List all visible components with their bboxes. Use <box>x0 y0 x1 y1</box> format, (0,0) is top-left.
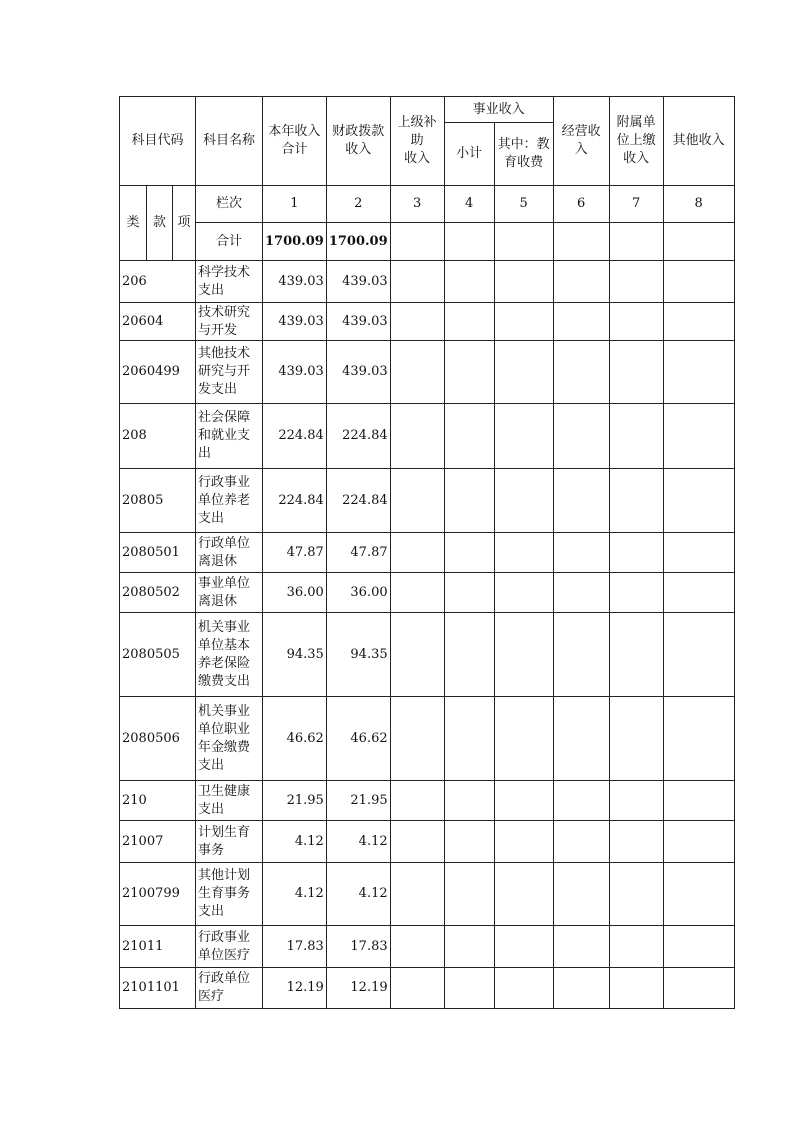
empty-cell <box>553 781 609 821</box>
empty-cell <box>663 404 734 469</box>
row-subject-code: 2100799 <box>120 863 196 926</box>
empty-cell <box>494 303 553 341</box>
table-row <box>120 341 735 404</box>
empty-cell <box>390 303 444 341</box>
empty-cell <box>390 261 444 303</box>
empty-cell <box>609 404 663 469</box>
row-subject-name: 行政事业 单位养老 支出 <box>196 469 263 533</box>
row-subject-code: 2080501 <box>120 533 196 573</box>
empty-cell <box>390 341 444 404</box>
header-superior-subsidy: 上级补助 收入 <box>390 97 444 186</box>
row-subject-name: 行政单位 离退休 <box>196 533 263 573</box>
row-subject-name: 社会保障 和就业支 出 <box>196 404 263 469</box>
row-fiscal-appropriation: 17.83 <box>326 926 390 968</box>
table-row <box>120 968 735 1009</box>
row-subject-name: 行政单位 医疗 <box>196 968 263 1009</box>
empty-cell <box>390 404 444 469</box>
column-number: 4 <box>444 186 494 223</box>
empty-cell <box>553 533 609 573</box>
empty-cell <box>553 469 609 533</box>
total-label: 合计 <box>196 223 263 261</box>
row-fiscal-appropriation: 224.84 <box>326 469 390 533</box>
empty-cell <box>663 613 734 697</box>
row-subject-name: 计划生育 事务 <box>196 821 263 863</box>
header-affiliated-income: 附属单 位上缴 收入 <box>609 97 663 186</box>
row-subject-name: 其他计划 生育事务 支出 <box>196 863 263 926</box>
row-fiscal-appropriation: 12.19 <box>326 968 390 1009</box>
empty-cell <box>609 261 663 303</box>
empty-cell <box>494 261 553 303</box>
empty-cell <box>553 863 609 926</box>
header-fiscal-appropriation: 财政拨款 收入 <box>326 97 390 186</box>
row-subject-code: 2101101 <box>120 968 196 1009</box>
empty-cell <box>609 573 663 613</box>
row-subject-code: 2080505 <box>120 613 196 697</box>
empty-cell <box>494 926 553 968</box>
header-operating-income: 经营收 入 <box>553 97 609 186</box>
table-row <box>120 469 735 533</box>
empty-cell <box>444 926 494 968</box>
empty-cell <box>494 533 553 573</box>
empty-cell <box>663 533 734 573</box>
total-fiscal-value: 1700.09 <box>326 223 390 261</box>
empty-cell <box>494 781 553 821</box>
row-subject-name: 其他技术 研究与开 发支出 <box>196 341 263 404</box>
empty-cell <box>553 926 609 968</box>
empty-cell <box>390 821 444 863</box>
row-total-income: 224.84 <box>263 469 327 533</box>
row-subject-code: 210 <box>120 781 196 821</box>
row-fiscal-appropriation: 224.84 <box>326 404 390 469</box>
row-total-income: 17.83 <box>263 926 327 968</box>
empty-cell <box>553 303 609 341</box>
row-fiscal-appropriation: 94.35 <box>326 613 390 697</box>
empty-cell <box>444 261 494 303</box>
empty-cell <box>390 781 444 821</box>
row-subject-name: 机关事业 单位职业 年金缴费 支出 <box>196 697 263 781</box>
header-xiang: 项 <box>173 186 196 261</box>
header-other-income: 其他收入 <box>663 97 734 186</box>
header-lei: 类 <box>120 186 147 261</box>
budget-income-table <box>119 96 735 1009</box>
column-number: 8 <box>663 186 734 223</box>
table-row <box>120 404 735 469</box>
empty-cell <box>609 341 663 404</box>
row-subject-name: 卫生健康 支出 <box>196 781 263 821</box>
empty-cell <box>609 968 663 1009</box>
row-fiscal-appropriation: 439.03 <box>326 261 390 303</box>
empty-cell <box>444 968 494 1009</box>
empty-cell <box>553 404 609 469</box>
empty-cell <box>444 404 494 469</box>
header-education-fees: 其中：教 育收费 <box>494 123 553 186</box>
table-row <box>120 863 735 926</box>
empty-cell <box>494 821 553 863</box>
empty-cell <box>494 613 553 697</box>
empty-cell <box>444 303 494 341</box>
row-total-income: 94.35 <box>263 613 327 697</box>
row-fiscal-appropriation: 21.95 <box>326 781 390 821</box>
row-total-income: 21.95 <box>263 781 327 821</box>
empty-cell <box>553 341 609 404</box>
empty-cell <box>609 781 663 821</box>
row-total-income: 439.03 <box>263 341 327 404</box>
empty-cell <box>494 469 553 533</box>
row-total-income: 36.00 <box>263 573 327 613</box>
empty-cell <box>553 261 609 303</box>
column-number: 6 <box>553 186 609 223</box>
header-total-income: 本年收入 合计 <box>263 97 327 186</box>
empty-cell <box>609 926 663 968</box>
row-subject-code: 2080506 <box>120 697 196 781</box>
empty-cell <box>663 469 734 533</box>
row-fiscal-appropriation: 4.12 <box>326 863 390 926</box>
header-subject-name: 科目名称 <box>196 97 263 186</box>
empty-cell <box>663 573 734 613</box>
header-kuan: 款 <box>147 186 173 261</box>
row-subject-code: 20604 <box>120 303 196 341</box>
table-row <box>120 533 735 573</box>
empty-cell <box>444 469 494 533</box>
row-fiscal-appropriation: 439.03 <box>326 341 390 404</box>
empty-cell <box>494 573 553 613</box>
row-total-income: 47.87 <box>263 533 327 573</box>
empty-cell <box>444 863 494 926</box>
column-number: 7 <box>609 186 663 223</box>
empty-cell <box>553 968 609 1009</box>
empty-cell <box>609 469 663 533</box>
table-row <box>120 261 735 303</box>
header-lanci: 栏次 <box>196 186 263 223</box>
empty-cell <box>609 821 663 863</box>
row-subject-name: 科学技术 支出 <box>196 261 263 303</box>
empty-cell <box>444 697 494 781</box>
empty-cell <box>444 781 494 821</box>
row-fiscal-appropriation: 47.87 <box>326 533 390 573</box>
row-total-income: 12.19 <box>263 968 327 1009</box>
column-number: 3 <box>390 186 444 223</box>
empty-cell <box>390 573 444 613</box>
row-subject-code: 20805 <box>120 469 196 533</box>
empty-cell <box>663 303 734 341</box>
empty-cell <box>494 968 553 1009</box>
empty-cell <box>663 926 734 968</box>
empty-cell <box>663 821 734 863</box>
row-fiscal-appropriation: 46.62 <box>326 697 390 781</box>
empty-cell <box>609 863 663 926</box>
row-total-income: 46.62 <box>263 697 327 781</box>
table-row <box>120 573 735 613</box>
empty-cell <box>444 613 494 697</box>
row-total-income: 439.03 <box>263 303 327 341</box>
table-row <box>120 821 735 863</box>
column-number: 1 <box>263 186 327 223</box>
empty-cell <box>494 697 553 781</box>
empty-cell <box>390 533 444 573</box>
empty-cell <box>609 613 663 697</box>
row-subject-code: 206 <box>120 261 196 303</box>
header-business-income: 事业收入 <box>444 97 553 123</box>
empty-cell <box>444 573 494 613</box>
empty-cell <box>390 863 444 926</box>
empty-cell <box>494 404 553 469</box>
row-fiscal-appropriation: 439.03 <box>326 303 390 341</box>
empty-cell <box>553 613 609 697</box>
empty-cell <box>444 821 494 863</box>
row-total-income: 4.12 <box>263 821 327 863</box>
empty-cell <box>390 697 444 781</box>
empty-cell <box>609 303 663 341</box>
empty-cell <box>663 781 734 821</box>
row-subject-code: 21007 <box>120 821 196 863</box>
empty-cell <box>663 261 734 303</box>
header-subtotal: 小计 <box>444 123 494 186</box>
row-subject-code: 21011 <box>120 926 196 968</box>
empty-cell <box>553 697 609 781</box>
empty-cell <box>663 968 734 1009</box>
empty-cell <box>494 341 553 404</box>
row-subject-name: 事业单位 离退休 <box>196 573 263 613</box>
row-subject-code: 2060499 <box>120 341 196 404</box>
row-fiscal-appropriation: 36.00 <box>326 573 390 613</box>
empty-cell <box>553 573 609 613</box>
table-row <box>120 926 735 968</box>
row-total-income: 4.12 <box>263 863 327 926</box>
empty-cell <box>444 533 494 573</box>
empty-cell <box>494 863 553 926</box>
table-row <box>120 613 735 697</box>
empty-cell <box>390 613 444 697</box>
row-subject-code: 208 <box>120 404 196 469</box>
empty-cell <box>609 697 663 781</box>
empty-cell <box>663 341 734 404</box>
table-row <box>120 697 735 781</box>
row-subject-name: 技术研究 与开发 <box>196 303 263 341</box>
column-number: 5 <box>494 186 553 223</box>
table-row <box>120 781 735 821</box>
empty-cell <box>663 863 734 926</box>
header-subject-code: 科目代码 <box>120 97 196 186</box>
empty-cell <box>390 469 444 533</box>
column-number: 2 <box>326 186 390 223</box>
row-total-income: 224.84 <box>263 404 327 469</box>
row-subject-code: 2080502 <box>120 573 196 613</box>
empty-cell <box>390 926 444 968</box>
row-fiscal-appropriation: 4.12 <box>326 821 390 863</box>
empty-cell <box>444 341 494 404</box>
empty-cell <box>553 821 609 863</box>
total-income-value: 1700.09 <box>263 223 327 261</box>
row-total-income: 439.03 <box>263 261 327 303</box>
empty-cell <box>609 533 663 573</box>
table-row <box>120 303 735 341</box>
row-subject-name: 机关事业 单位基本 养老保险 缴费支出 <box>196 613 263 697</box>
row-subject-name: 行政事业 单位医疗 <box>196 926 263 968</box>
empty-cell <box>390 968 444 1009</box>
empty-cell <box>663 697 734 781</box>
